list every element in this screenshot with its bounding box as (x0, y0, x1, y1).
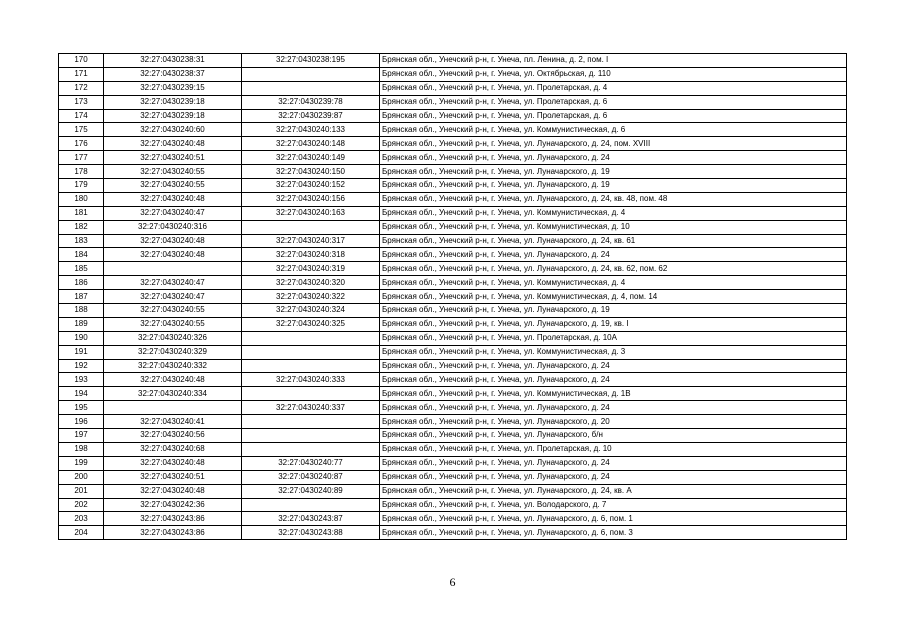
premises-cadastral-number-cell (242, 81, 380, 95)
cadastral-number-cell: 32:27:0430239:15 (104, 81, 242, 95)
address-cell: Брянская обл., Унечский р-н, г. Унеча, ул. Луначарского, д. 24 (380, 470, 847, 484)
row-number-cell: 174 (59, 109, 104, 123)
row-number-cell: 184 (59, 248, 104, 262)
table-row (59, 81, 847, 95)
address-cell: Брянская обл., Унечский р-н, г. Унеча, ул. Луначарского, д. 24 (380, 456, 847, 470)
row-number-cell: 179 (59, 179, 104, 193)
row-number-cell: 202 (59, 498, 104, 512)
row-number-cell: 197 (59, 429, 104, 443)
premises-cadastral-number-cell: 32:27:0430240:333 (242, 373, 380, 387)
cadastral-number-cell: 32:27:0430240:55 (104, 179, 242, 193)
cadastral-number-cell: 32:27:0430243:86 (104, 512, 242, 526)
cadastral-number-cell: 32:27:0430240:60 (104, 123, 242, 137)
address-cell: Брянская обл., Унечский р-н, г. Унеча, ул. Луначарского, д. 6, пом. 1 (380, 512, 847, 526)
registry-table (58, 53, 847, 540)
address-cell: Брянская обл., Унечский р-н, г. Унеча, ул. Луначарского, д. 20 (380, 415, 847, 429)
cadastral-number-cell: 32:27:0430240:326 (104, 331, 242, 345)
cadastral-number-cell: 32:27:0430240:48 (104, 373, 242, 387)
row-number-cell: 176 (59, 137, 104, 151)
row-number-cell: 175 (59, 123, 104, 137)
cadastral-number-cell: 32:27:0430239:18 (104, 109, 242, 123)
table-row (59, 429, 847, 443)
address-cell: Брянская обл., Унечский р-н, г. Унеча, ул. Коммунистическая, д. 10 (380, 220, 847, 234)
premises-cadastral-number-cell: 32:27:0430240:150 (242, 165, 380, 179)
cadastral-number-cell: 32:27:0430238:31 (104, 54, 242, 68)
table-row (59, 95, 847, 109)
premises-cadastral-number-cell: 32:27:0430240:87 (242, 470, 380, 484)
table-row (59, 304, 847, 318)
cadastral-number-cell: 32:27:0430240:56 (104, 429, 242, 443)
table-row (59, 151, 847, 165)
premises-cadastral-number-cell: 32:27:0430243:87 (242, 512, 380, 526)
address-cell: Брянская обл., Унечский р-н, г. Унеча, ул. Коммунистическая, д. 3 (380, 345, 847, 359)
address-cell: Брянская обл., Унечский р-н, г. Унеча, ул. Луначарского, д. 24, кв. 61 (380, 234, 847, 248)
table-row (59, 317, 847, 331)
table-row (59, 526, 847, 540)
address-cell: Брянская обл., Унечский р-н, г. Унеча, ул. Пролетарская, д. 10А (380, 331, 847, 345)
cadastral-number-cell (104, 401, 242, 415)
table-row (59, 192, 847, 206)
row-number-cell: 188 (59, 304, 104, 318)
row-number-cell: 180 (59, 192, 104, 206)
address-cell: Брянская обл., Унечский р-н, г. Унеча, ул. Коммунистическая, д. 4 (380, 276, 847, 290)
cadastral-number-cell: 32:27:0430240:68 (104, 442, 242, 456)
premises-cadastral-number-cell: 32:27:0430240:337 (242, 401, 380, 415)
premises-cadastral-number-cell (242, 220, 380, 234)
address-cell: Брянская обл., Унечский р-н, г. Унеча, ул. Луначарского, д. 24 (380, 373, 847, 387)
premises-cadastral-number-cell: 32:27:0430240:317 (242, 234, 380, 248)
premises-cadastral-number-cell: 32:27:0430240:325 (242, 317, 380, 331)
cadastral-number-cell: 32:27:0430240:55 (104, 304, 242, 318)
table-row (59, 345, 847, 359)
table-row (59, 512, 847, 526)
row-number-cell: 172 (59, 81, 104, 95)
cadastral-number-cell: 32:27:0430240:41 (104, 415, 242, 429)
cadastral-number-cell: 32:27:0430238:37 (104, 67, 242, 81)
cadastral-number-cell: 32:27:0430240:48 (104, 234, 242, 248)
table-row (59, 359, 847, 373)
premises-cadastral-number-cell: 32:27:0430240:152 (242, 179, 380, 193)
table-row (59, 67, 847, 81)
cadastral-number-cell: 32:27:0430240:334 (104, 387, 242, 401)
row-number-cell: 193 (59, 373, 104, 387)
address-cell: Брянская обл., Унечский р-н, г. Унеча, ул. Луначарского, д. 24 (380, 401, 847, 415)
table-row (59, 442, 847, 456)
address-cell: Брянская обл., Унечский р-н, г. Унеча, ул. Луначарского, д. 19, кв. I (380, 317, 847, 331)
address-cell: Брянская обл., Унечский р-н, г. Унеча, ул. Луначарского, д. 24 (380, 359, 847, 373)
cadastral-number-cell: 32:27:0430240:316 (104, 220, 242, 234)
table-row (59, 179, 847, 193)
premises-cadastral-number-cell (242, 67, 380, 81)
premises-cadastral-number-cell (242, 331, 380, 345)
row-number-cell: 203 (59, 512, 104, 526)
premises-cadastral-number-cell: 32:27:0430240:163 (242, 206, 380, 220)
cadastral-number-cell: 32:27:0430240:48 (104, 137, 242, 151)
row-number-cell: 171 (59, 67, 104, 81)
premises-cadastral-number-cell: 32:27:0430240:156 (242, 192, 380, 206)
row-number-cell: 177 (59, 151, 104, 165)
row-number-cell: 173 (59, 95, 104, 109)
row-number-cell: 200 (59, 470, 104, 484)
premises-cadastral-number-cell: 32:27:0430240:148 (242, 137, 380, 151)
premises-cadastral-number-cell: 32:27:0430240:319 (242, 262, 380, 276)
address-cell: Брянская обл., Унечский р-н, г. Унеча, ул. Луначарского, д. 6, пом. 3 (380, 526, 847, 540)
cadastral-number-cell (104, 262, 242, 276)
address-cell: Брянская обл., Унечский р-н, г. Унеча, ул. Коммунистическая, д. 6 (380, 123, 847, 137)
table-row (59, 123, 847, 137)
row-number-cell: 186 (59, 276, 104, 290)
address-cell: Брянская обл., Унечский р-н, г. Унеча, ул. Луначарского, д. 24, кв. 48, пом. 48 (380, 192, 847, 206)
cadastral-number-cell: 32:27:0430239:18 (104, 95, 242, 109)
table-row (59, 276, 847, 290)
address-cell: Брянская обл., Унечский р-н, г. Унеча, ул. Коммунистическая, д. 4, пом. 14 (380, 290, 847, 304)
premises-cadastral-number-cell: 32:27:0430240:320 (242, 276, 380, 290)
address-cell: Брянская обл., Унечский р-н, г. Унеча, ул. Пролетарская, д. 6 (380, 95, 847, 109)
premises-cadastral-number-cell: 32:27:0430240:322 (242, 290, 380, 304)
cadastral-number-cell: 32:27:0430240:48 (104, 192, 242, 206)
row-number-cell: 194 (59, 387, 104, 401)
address-cell: Брянская обл., Унечский р-н, г. Унеча, ул. Луначарского, д. 24, кв. А (380, 484, 847, 498)
row-number-cell: 185 (59, 262, 104, 276)
premises-cadastral-number-cell: 32:27:0430239:78 (242, 95, 380, 109)
table-row (59, 54, 847, 68)
address-cell: Брянская обл., Унечский р-н, г. Унеча, ул. Луначарского, д. 24 (380, 151, 847, 165)
table-row (59, 415, 847, 429)
address-cell: Брянская обл., Унечский р-н, г. Унеча, ул. Луначарского, д. 19 (380, 304, 847, 318)
premises-cadastral-number-cell (242, 387, 380, 401)
row-number-cell: 183 (59, 234, 104, 248)
address-cell: Брянская обл., Унечский р-н, г. Унеча, ул. Луначарского, д. 19 (380, 165, 847, 179)
table-row (59, 331, 847, 345)
table-row (59, 262, 847, 276)
table-row (59, 498, 847, 512)
cadastral-number-cell: 32:27:0430240:48 (104, 484, 242, 498)
table-row (59, 137, 847, 151)
row-number-cell: 170 (59, 54, 104, 68)
premises-cadastral-number-cell: 32:27:0430240:77 (242, 456, 380, 470)
table-row (59, 234, 847, 248)
premises-cadastral-number-cell (242, 429, 380, 443)
address-cell: Брянская обл., Унечский р-н, г. Унеча, ул. Луначарского, д. 19 (380, 179, 847, 193)
row-number-cell: 195 (59, 401, 104, 415)
premises-cadastral-number-cell: 32:27:0430240:324 (242, 304, 380, 318)
address-cell: Брянская обл., Унечский р-н, г. Унеча, ул. Коммунистическая, д. 1В (380, 387, 847, 401)
row-number-cell: 178 (59, 165, 104, 179)
table-row (59, 484, 847, 498)
premises-cadastral-number-cell: 32:27:0430238:195 (242, 54, 380, 68)
premises-cadastral-number-cell: 32:27:0430240:89 (242, 484, 380, 498)
premises-cadastral-number-cell: 32:27:0430239:87 (242, 109, 380, 123)
table-row (59, 456, 847, 470)
address-cell: Брянская обл., Унечский р-н, г. Унеча, ул. Октябрьская, д. 110 (380, 67, 847, 81)
table-row (59, 109, 847, 123)
cadastral-number-cell: 32:27:0430240:48 (104, 248, 242, 262)
cadastral-number-cell: 32:27:0430240:55 (104, 165, 242, 179)
table-row (59, 373, 847, 387)
premises-cadastral-number-cell: 32:27:0430240:133 (242, 123, 380, 137)
table-row (59, 248, 847, 262)
address-cell: Брянская обл., Унечский р-н, г. Унеча, ул. Коммунистическая, д. 4 (380, 206, 847, 220)
registry-table-body (59, 54, 847, 540)
row-number-cell: 196 (59, 415, 104, 429)
address-cell: Брянская обл., Унечский р-н, г. Унеча, ул. Луначарского, б/н (380, 429, 847, 443)
table-row (59, 206, 847, 220)
address-cell: Брянская обл., Унечский р-н, г. Унеча, ул. Пролетарская, д. 10 (380, 442, 847, 456)
premises-cadastral-number-cell: 32:27:0430240:149 (242, 151, 380, 165)
row-number-cell: 204 (59, 526, 104, 540)
cadastral-number-cell: 32:27:0430240:47 (104, 206, 242, 220)
premises-cadastral-number-cell (242, 415, 380, 429)
row-number-cell: 182 (59, 220, 104, 234)
table-row (59, 470, 847, 484)
row-number-cell: 201 (59, 484, 104, 498)
address-cell: Брянская обл., Унечский р-н, г. Унеча, ул. Луначарского, д. 24 (380, 248, 847, 262)
cadastral-number-cell: 32:27:0430240:48 (104, 456, 242, 470)
premises-cadastral-number-cell (242, 345, 380, 359)
page-number: 6 (449, 575, 456, 589)
cadastral-number-cell: 32:27:0430240:47 (104, 290, 242, 304)
cadastral-number-cell: 32:27:0430240:51 (104, 470, 242, 484)
row-number-cell: 198 (59, 442, 104, 456)
address-cell: Брянская обл., Унечский р-н, г. Унеча, ул. Пролетарская, д. 6 (380, 109, 847, 123)
row-number-cell: 191 (59, 345, 104, 359)
cadastral-number-cell: 32:27:0430240:332 (104, 359, 242, 373)
row-number-cell: 189 (59, 317, 104, 331)
cadastral-number-cell: 32:27:0430240:47 (104, 276, 242, 290)
table-row (59, 165, 847, 179)
address-cell: Брянская обл., Унечский р-н, г. Унеча, ул. Луначарского, д. 24, кв. 62, пом. 62 (380, 262, 847, 276)
row-number-cell: 199 (59, 456, 104, 470)
row-number-cell: 190 (59, 331, 104, 345)
premises-cadastral-number-cell (242, 442, 380, 456)
premises-cadastral-number-cell: 32:27:0430243:88 (242, 526, 380, 540)
cadastral-number-cell: 32:27:0430240:55 (104, 317, 242, 331)
table-row (59, 387, 847, 401)
cadastral-number-cell: 32:27:0430240:329 (104, 345, 242, 359)
address-cell: Брянская обл., Унечский р-н, г. Унеча, ул. Пролетарская, д. 4 (380, 81, 847, 95)
row-number-cell: 187 (59, 290, 104, 304)
table-row (59, 220, 847, 234)
row-number-cell: 181 (59, 206, 104, 220)
table-row (59, 290, 847, 304)
row-number-cell: 192 (59, 359, 104, 373)
cadastral-number-cell: 32:27:0430242:36 (104, 498, 242, 512)
address-cell: Брянская обл., Унечский р-н, г. Унеча, ул. Луначарского, д. 24, пом. XVIII (380, 137, 847, 151)
address-cell: Брянская обл., Унечский р-н, г. Унеча, пл. Ленина, д. 2, пом. I (380, 54, 847, 68)
address-cell: Брянская обл., Унечский р-н, г. Унеча, ул. Володарского, д. 7 (380, 498, 847, 512)
table-row (59, 401, 847, 415)
cadastral-number-cell: 32:27:0430240:51 (104, 151, 242, 165)
premises-cadastral-number-cell (242, 498, 380, 512)
premises-cadastral-number-cell (242, 359, 380, 373)
cadastral-number-cell: 32:27:0430243:86 (104, 526, 242, 540)
premises-cadastral-number-cell: 32:27:0430240:318 (242, 248, 380, 262)
